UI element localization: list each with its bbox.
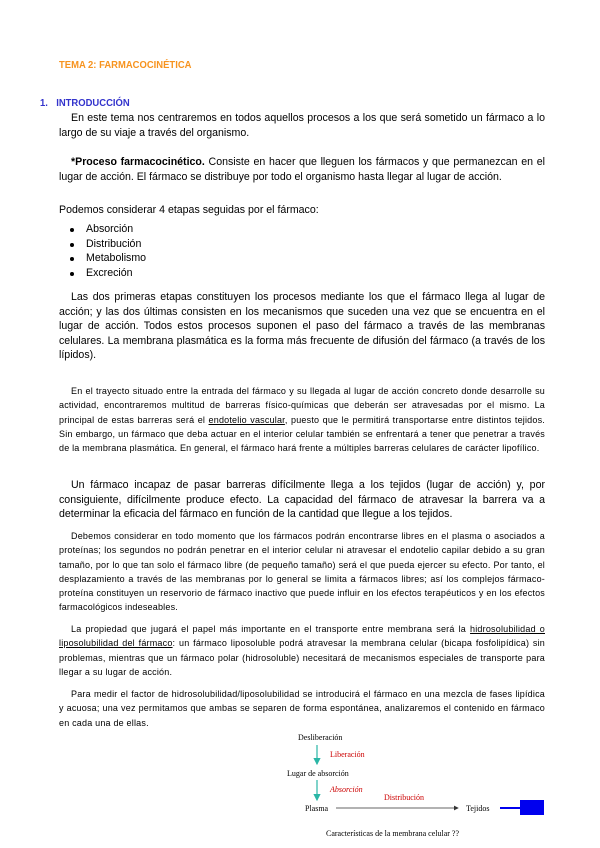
- paragraph-free-drug: [59, 529, 545, 615]
- list-item: Absorción: [60, 222, 146, 237]
- page-title: TEMA 2: FARMACOCINÉTICA: [59, 59, 192, 71]
- paragraph-measure-text: Para medir el factor de hidrosolubilidad/liposolubilidad se introducirá el fármaco en una mezcla de fases lipídica y acuosa; una vez permitamos que ambas se separen de forma espontánea, analizaremos el contenido en fármaco en cada una de ellas.: [59, 689, 545, 728]
- node-desliberacion: Desliberación: [298, 733, 343, 742]
- solubility-underlined: hidrosolubilidad o liposolubilidad del fármaco: [59, 624, 545, 649]
- label-distribucion: Distribución: [384, 793, 424, 802]
- stages-list: [60, 222, 146, 281]
- paragraph-solubility: [59, 622, 545, 679]
- node-tejidos: Tejidos: [466, 804, 490, 813]
- barriers-text-a: En el trayecto situado entre la entrada del fármaco y su llegada al lugar de acción concreto donde desarrolle su actividad, encontraremos multitud de barreras físico-químicas que deberán ser atravesadas por el mismo. La principal de estas barreras será el: [59, 386, 545, 425]
- section-number: 1.: [40, 97, 48, 109]
- section-title: INTRODUCCIÓN: [56, 97, 130, 109]
- paragraph-stages-text: Las dos primeras etapas constituyen los procesos mediante los que el fármaco llega al lugar de acción; y las dos últimas consisten en los mecanismos que suceden una vez que se encuentra en el lugar de acción. Todos estos procesos suponen el paso del fármaco a través de las membranas celulares. La membrana plasmática es la forma más frecuente de difusión del fármaco (a través de los lípidos).: [59, 291, 545, 362]
- process-text: Consiste en hacer que lleguen los fármacos y que permanezcan en el lugar de acción. El fármaco se distribuye por todo el organismo hasta llegar al lugar de acción.: [59, 156, 545, 183]
- list-item: Distribución: [60, 237, 146, 252]
- paragraph-barriers: [59, 384, 545, 455]
- paragraph-process: [59, 155, 545, 184]
- paragraph-efficacy: [59, 478, 545, 522]
- paragraph-measure: [59, 687, 545, 730]
- paragraph-stages: [59, 290, 545, 363]
- label-absorcion: Absorción: [330, 785, 363, 794]
- label-liberacion: Liberación: [330, 750, 365, 759]
- node-lugar-absorcion: Lugar de absorción: [287, 769, 349, 778]
- solubility-text-b: : un fármaco liposoluble podrá atravesar la membrana celular (bicapa fosfolipídica) sin problemas, mientras que un fármaco polar (hidrosoluble) necesitará de mecanismos especiales de transporte para llegar a su lugar de acción.: [59, 638, 546, 677]
- list-item: Metabolismo: [60, 251, 146, 266]
- paragraph-intro-text: En este tema nos centraremos en todos aquellos procesos a los que será sometido un fármaco a lo largo de su viaje a través del organismo.: [59, 112, 545, 139]
- solubility-text-a: La propiedad que jugará el papel más importante en el transporte entre membrana será la: [71, 624, 471, 634]
- diagram-caption: Características de la membrana celular ??: [326, 829, 460, 838]
- barriers-underlined: endotelio vascular: [208, 414, 285, 425]
- process-lead: *Proceso farmacocinético.: [71, 156, 205, 168]
- node-plasma: Plasma: [305, 804, 329, 813]
- paragraph-free-drug-text: Debemos considerar en todo momento que los fármacos podrán encontrarse libres en el plasma o asociados a proteínas; los segundos no podrán penetrar en el interior celular ni atravesar el endotelio capilar debido a su gran tamaño, por lo que tan solo el fármaco libre (de pequeño tamaño) será el que pueda ejercer su efecto. Por tanto, el desplazamiento a través de las membranas por lo general se limita a fármacos libres; así los complejos fármaco-proteína constituyen un reservorio de fármaco inactivo que puede influir en los efectos terapéuticos y en los efectos farmacológicos indeseables.: [59, 531, 545, 613]
- paragraph-efficacy-text: Un fármaco incapaz de pasar barreras difícilmente llega a los tejidos (lugar de acción) y, por consiguiente, difícilmente produce efecto. La capacidad del fármaco de atravesar la barrera va a determinar la eficacia del fármaco en función de la cantidad que llegue a los tejidos.: [59, 479, 545, 521]
- paragraph-intro: [59, 111, 545, 140]
- blue-box: [520, 800, 544, 815]
- section-heading: [40, 97, 130, 109]
- list-item: Excreción: [60, 266, 146, 281]
- paragraph-stages-intro: Podemos considerar 4 etapas seguidas por el fármaco:: [59, 204, 319, 216]
- barriers-text-b: , puesto que le permitirá transportarse entre distintos tejidos. Sin embargo, un fármaco que deba actuar en el interior celular también se enfrentará a tener que penetrar a través de la membrana plasmática. En general, el fármaco hará frente a múltiples barreras celulares de carácter lipofílico.: [59, 414, 545, 454]
